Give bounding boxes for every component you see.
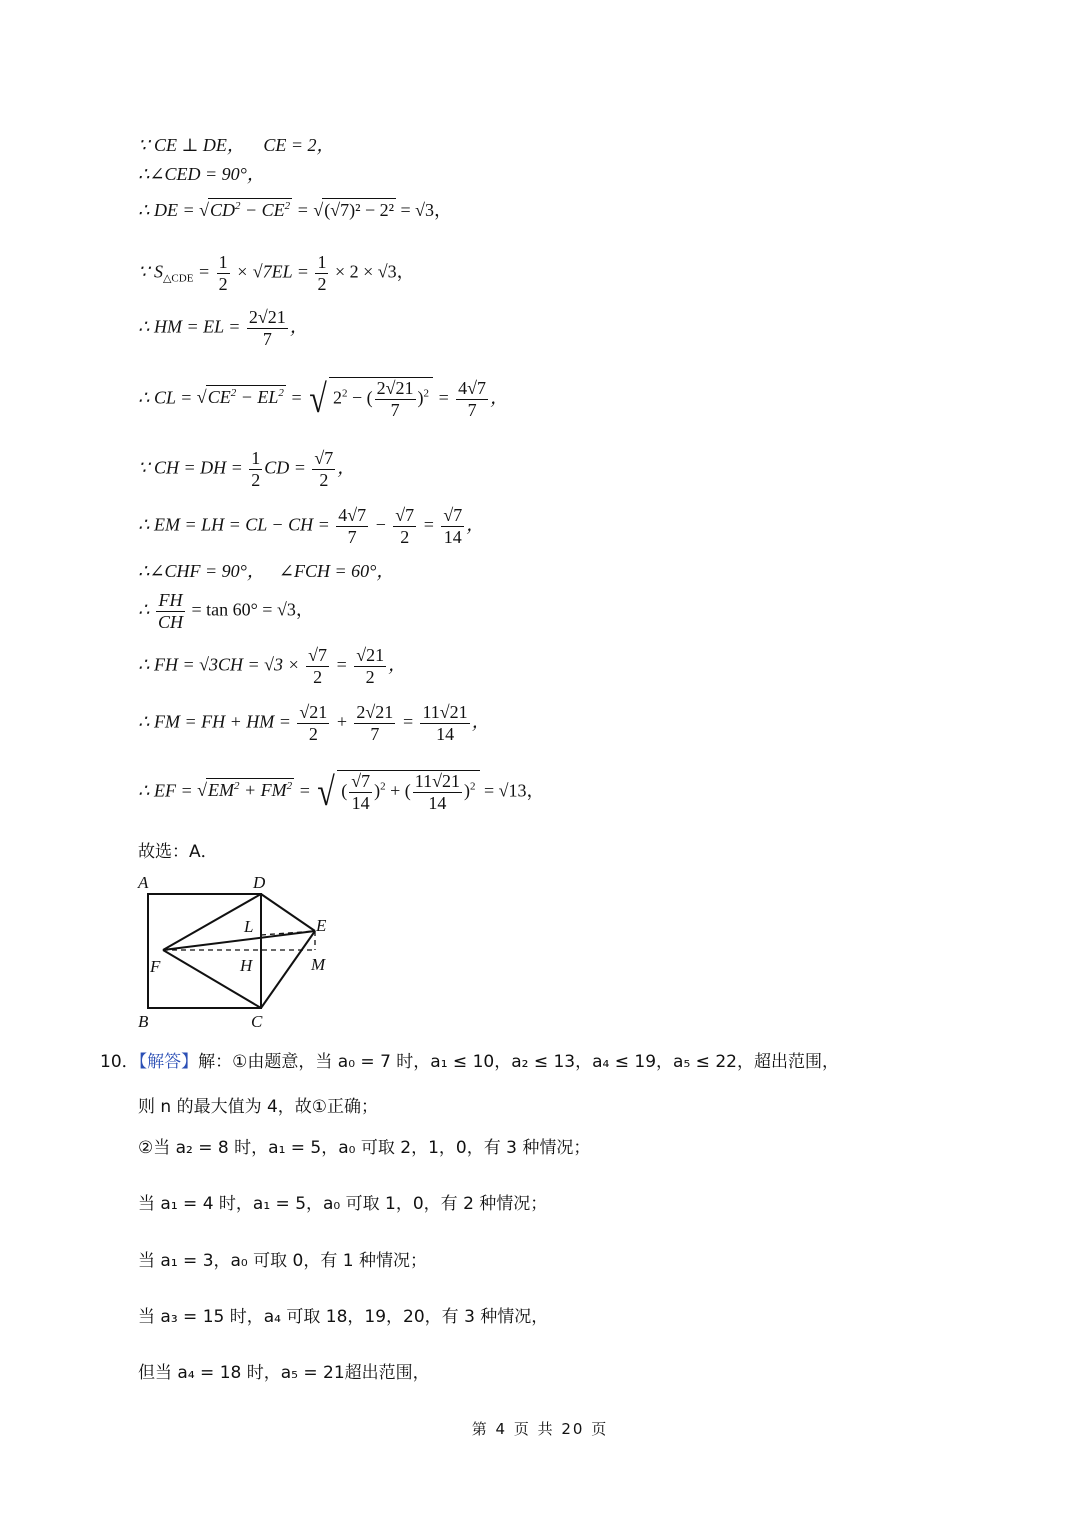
fraction-half-2: $\frac{1}{2}$ [317,252,327,294]
label-h: H [240,956,253,975]
q10-line-5: 当 a₁ = 3，a₀ 可取 0，有 1 种情况； [138,1251,427,1271]
proof-line-4: ∵ $S_{\triangle CDE}$ = $\frac{1}{2}$ × √7EL = $\frac{1}{2}$ × 2 × √3， [138,252,415,294]
given-perpendicular: ∵ CE ⊥ DE， [138,135,245,155]
label-f: F [150,957,161,976]
fraction-ch: $\frac{√7}{2}$ [314,448,334,490]
area-subscript: △CDE [162,272,194,285]
q10-line-7: 但当 a₄ = 18 时，a₅ = 21超出范围， [138,1363,430,1383]
segment-ce [261,931,315,1008]
proof-line-12: ∴ FM = FH + HM = $\frac{√21}{2}$ + $\frac{2√21}{7}$ = $\frac{11√21}{14}$ ， [138,702,490,744]
fraction-fh: $\frac{√21}{2}$ [356,645,385,687]
label-a: A [138,873,149,892]
fraction-half-1: $\frac{1}{2}$ [218,252,228,294]
given-ce-length: CE = 2， [263,135,335,155]
de-prefix: ∴ DE = [138,200,200,220]
q10-line-6: 当 a₃ = 15 时，a₄ 可取 18，19，20，有 3 种情况， [138,1307,549,1327]
proof-line-9: ∴∠CHF = 90°， ∠FCH = 60°， [138,561,395,581]
proof-line-11: ∴ FH = √3CH = √3 × $\frac{√7}{2}$ = $\frac{√21}{2}$ ， [138,645,407,687]
segment-fe [163,931,315,950]
fraction-em: $\frac{√7}{14}$ [443,505,463,547]
de-radicand-numeric: (√7)² − 2² [324,200,395,220]
label-e: E [316,916,327,935]
proof-line-2: ∴∠CED = 90°， [138,164,265,184]
q10-line-3: ②当 a₂ = 8 时，a₁ = 5，a₀ 可取 2，1，0，有 3 种情况； [138,1138,591,1158]
q10-line-1: 10．【解答】解：①由题意，当 a₀ = 7 时，a₁ ≤ 10，a₂ ≤ 13，a₄ ≤ 19，a₅ ≤ 22，超出范围， [100,1052,839,1072]
de-radicand: $CD^2 - CE^2$ [209,200,291,220]
geometry-figure [130,868,340,1033]
proof-line-5: ∴ HM = EL = $\frac{2√21}{7}$ ， [138,307,308,349]
label-d: D [253,873,266,892]
ef-result: = √13， [479,780,545,801]
fraction-fm: $\frac{11√21}{14}$ [422,702,468,744]
proof-line-8: ∴ EM = LH = CL − CH = $\frac{4√7}{7}$ − $\frac{√7}{2}$ = $\frac{√7}{14}$ ， [138,505,485,547]
proof-line-6: ∴ CL = $√CE^2 - EL^2$ = √ $2^2$ − ( $\frac{2√21}{7}$ )$^2$ = $\frac{4√7}{7}$ ， [138,376,509,422]
proof-line-1 [138,136,335,154]
answer-tag: 【解答】 [138,1052,199,1072]
segment-de [261,894,315,931]
proof-line-13: ∴ EF = $√EM^2 + FM^2$ = √ ( $\frac{√7}{14}$ )$^2$ + ( $\frac{11√21}{14}$ )$^2$ = √13， [138,769,545,815]
cl-radicand: $2^2$ − ( $\frac{2√21}{7}$ )$^2$ [329,377,433,420]
proof-line-10: ∴ $\frac{FH}{CH}$ = tan 60° = √3， [138,590,314,632]
de-result: = √3， [396,200,453,220]
q10-line-4: 当 a₁ = 4 时，a₁ = 5，a₀ 可取 1，0，有 2 种情况； [138,1194,548,1214]
answer-choice: 故选：A． [138,842,218,862]
label-m: M [311,955,326,974]
question-number: 10． [100,1052,139,1072]
proof-line-7: ∵ CH = DH = $\frac{1}{2}$ CD = $\frac{√7}{2}$ ， [138,448,356,490]
page-footer: 第 4 页 共 20 页 [471,1420,609,1438]
label-b: B [138,1012,149,1031]
fraction-hm: $\frac{2√21}{7}$ [248,307,286,349]
q10-line-2: 则 n 的最大值为 4，故①正确； [138,1097,379,1117]
fraction-cl: $\frac{4√7}{7}$ [458,378,487,420]
label-c: C [251,1012,263,1031]
label-l: L [244,917,254,936]
proof-line-3: ∴ DE = $√CD^2 - CE^2 = √(√7)^2 - 2^2 = √3$， [138,200,453,220]
